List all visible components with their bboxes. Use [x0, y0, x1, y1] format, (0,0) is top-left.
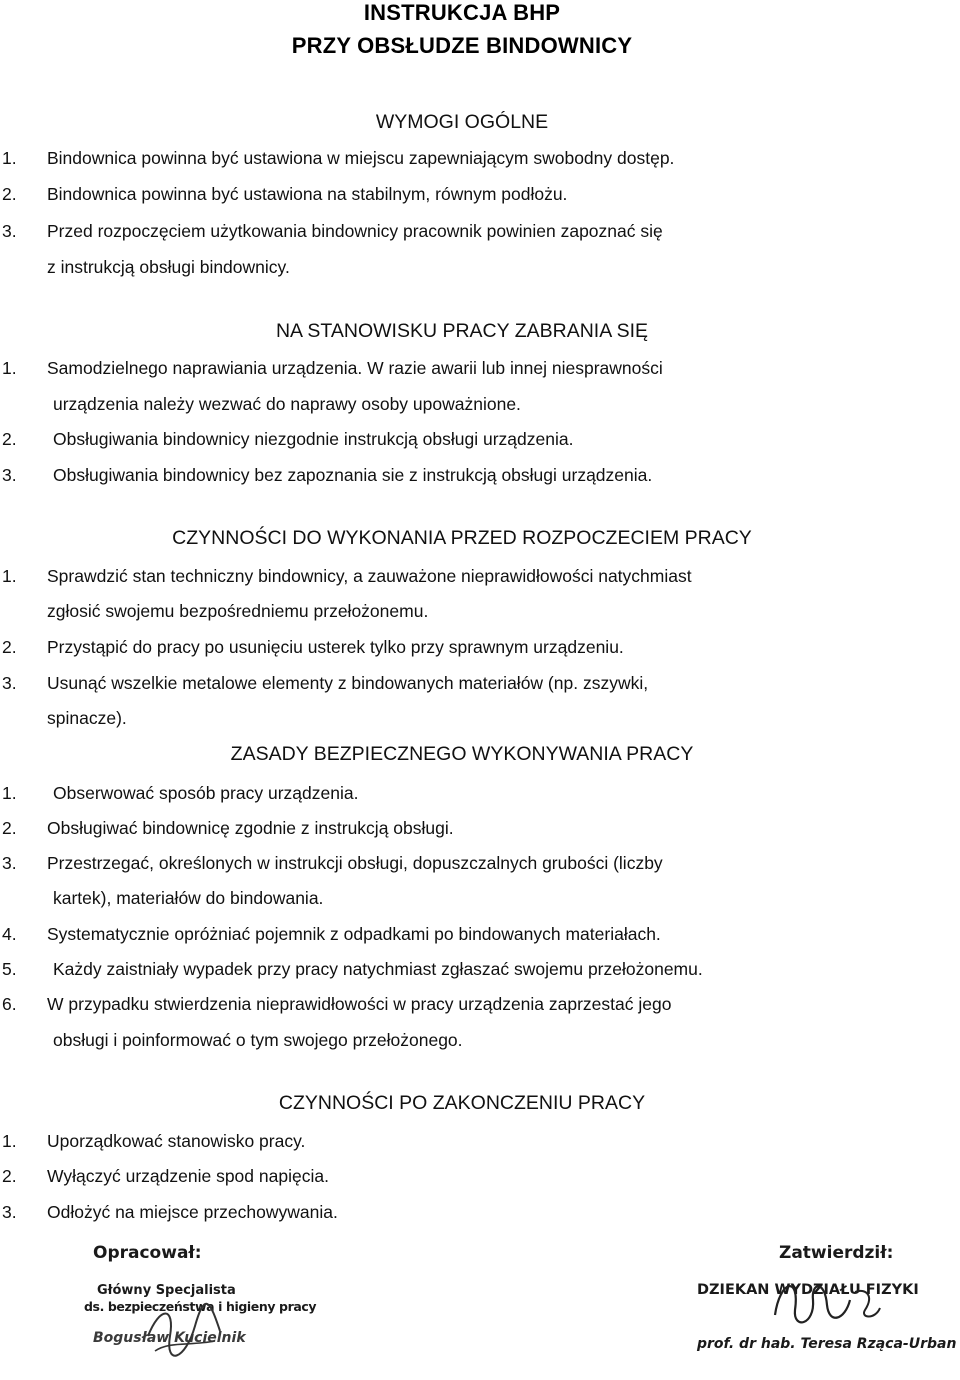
list-item-number: 4. — [2, 924, 17, 944]
approved-by-role: DZIEKAN WYDZIAŁU FIZYKI — [697, 1282, 919, 1298]
list-item-number: 3. — [2, 221, 17, 241]
list-item-text: Przestrzegać, określonych w instrukcji obsługi, dopuszczalnych grubości (liczby — [47, 853, 663, 873]
list-item-text: Samodzielnego naprawiania urządzenia. W razie awarii lub innej niesprawności — [47, 358, 663, 378]
prepared-by-name: Bogusław Kucielnik — [93, 1330, 246, 1346]
prepared-by-signature-scribble — [140, 1296, 230, 1366]
prepared-by-role-line-1: Główny Specjalista — [97, 1283, 236, 1298]
list-item-text: spinacze). — [47, 708, 127, 728]
prepared-by-label: Opracował: — [93, 1243, 202, 1263]
list-item-number: 2. — [2, 637, 17, 657]
list-item-number: 3. — [2, 673, 17, 693]
list-item-text: Uporządkować stanowisko pracy. — [47, 1131, 306, 1151]
list-item-number: 5. — [2, 959, 17, 979]
document-title-line-1: INSTRUKCJA BHP — [363, 0, 561, 25]
section-heading-safety-rules: ZASADY BEZPIECZNEGO WYKONYWANIA PRACY — [230, 743, 694, 765]
section-heading-general-requirements: WYMOGI OGÓLNE — [375, 111, 549, 133]
list-item-number: 3. — [2, 853, 17, 873]
list-item-text: Odłożyć na miejsce przechowywania. — [47, 1202, 338, 1222]
list-item-number: 1. — [2, 358, 17, 378]
list-item-number: 2. — [2, 429, 17, 449]
list-item-text: urządzenia należy wezwać do naprawy osoby upoważnione. — [53, 394, 521, 414]
list-item-text: z instrukcją obsługi bindownicy. — [47, 257, 290, 277]
list-item-text: obsługi i poinformować o tym swojego przełożonego. — [53, 1030, 463, 1050]
prepared-by-role-line-2: ds. bezpieczeństwa i higieny pracy — [84, 1299, 317, 1314]
list-item-number: 1. — [2, 148, 17, 168]
list-item-number: 2. — [2, 1166, 17, 1186]
list-item-text: Przed rozpoczęciem użytkowania bindownicy pracownik powinien zapoznać się — [47, 221, 663, 241]
list-item-text: kartek), materiałów do bindowania. — [53, 888, 324, 908]
list-item-text: Bindownica powinna być ustawiona w miejscu zapewniającym swobodny dostęp. — [47, 148, 675, 168]
list-item-number: 3. — [2, 1202, 17, 1222]
section-heading-before-work: CZYNNOŚCI DO WYKONANIA PRZED ROZPOCZECIEM PRACY — [172, 527, 752, 549]
list-item-text: Bindownica powinna być ustawiona na stabilnym, równym podłożu. — [47, 184, 568, 204]
list-item-text: Sprawdzić stan techniczny bindownicy, a zauważone nieprawidłowości natychmiast — [47, 566, 692, 586]
list-item-number: 3. — [2, 465, 17, 485]
list-item-number: 1. — [2, 566, 17, 586]
list-item-number: 1. — [2, 783, 17, 803]
approved-by-label: Zatwierdził: — [779, 1243, 894, 1263]
list-item-text: Obsługiwać bindownicę zgodnie z instrukcją obsługi. — [47, 818, 454, 838]
list-item-text: Wyłączyć urządzenie spod napięcia. — [47, 1166, 329, 1186]
list-item-number: 6. — [2, 994, 17, 1014]
list-item-number: 2. — [2, 818, 17, 838]
list-item-text: Każdy zaistniały wypadek przy pracy natychmiast zgłaszać swojemu przełożonemu. — [53, 959, 703, 979]
list-item-text: zgłosić swojemu bezpośredniemu przełożonemu. — [47, 601, 429, 621]
list-item-text: Usunąć wszelkie metalowe elementy z bindowanych materiałów (np. zszywki, — [47, 673, 649, 693]
document-title-line-2: PRZY OBSŁUDZE BINDOWNICY — [291, 33, 633, 58]
list-item-number: 2. — [2, 184, 17, 204]
list-item-text: Obsługiwania bindownicy bez zapoznania sie z instrukcją obsługi urządzenia. — [53, 465, 653, 485]
list-item-text: W przypadku stwierdzenia nieprawidłowości w pracy urządzenia zaprzestać jego — [47, 994, 672, 1014]
list-item-text: Systematycznie opróżniać pojemnik z odpadkami po bindowanych materiałach. — [47, 924, 661, 944]
section-heading-after-work: CZYNNOŚCI PO ZAKONCZENIU PRACY — [278, 1092, 646, 1114]
approved-by-signature-scribble — [765, 1270, 885, 1340]
list-item-text: Przystąpić do pracy po usunięciu usterek tylko przy sprawnym urządzeniu. — [47, 637, 624, 657]
list-item-text: Obsługiwania bindownicy niezgodnie instrukcją obsługi urządzenia. — [53, 429, 574, 449]
list-item-number: 1. — [2, 1131, 17, 1151]
list-item-text: Obserwować sposób pracy urządzenia. — [53, 783, 359, 803]
approved-by-name: prof. dr hab. Teresa Rząca-Urban — [697, 1336, 957, 1352]
section-heading-prohibited: NA STANOWISKU PRACY ZABRANIA SIĘ — [275, 320, 649, 342]
